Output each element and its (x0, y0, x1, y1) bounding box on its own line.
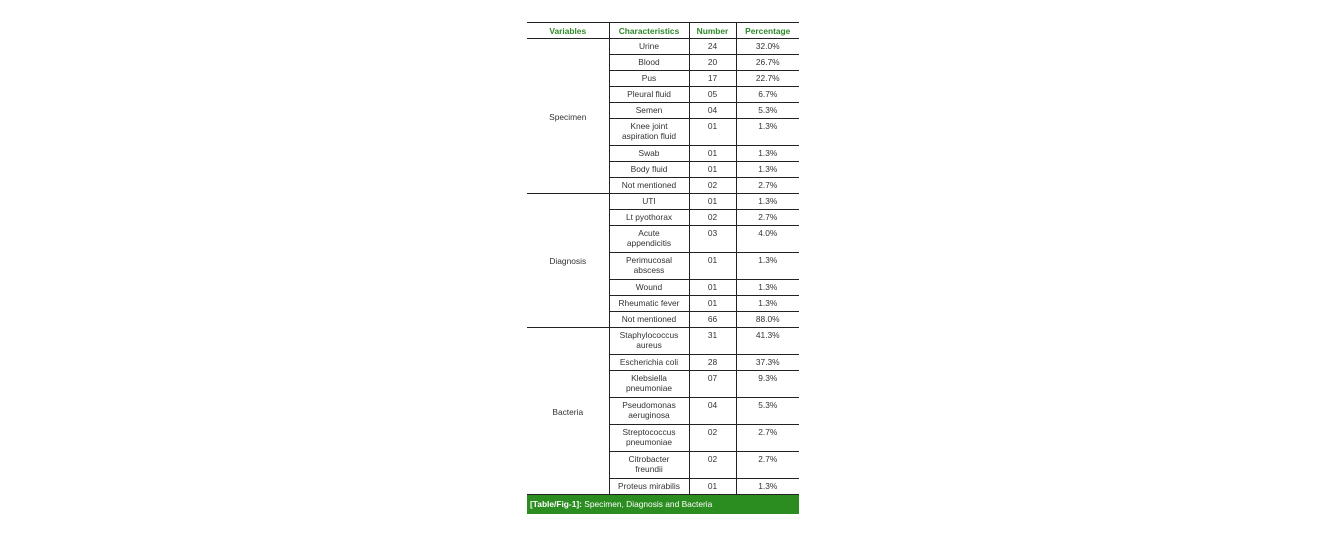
percentage-cell: 1.3% (736, 146, 799, 162)
percentage-cell: 9.3% (736, 371, 799, 398)
caption-label: [Table/Fig-1]: (530, 499, 582, 509)
percentage-cell: 1.3% (736, 194, 799, 210)
number-cell: 01 (689, 253, 736, 280)
characteristic-cell: Citrobacter freundii (609, 452, 689, 479)
header-characteristics: Characteristics (609, 23, 689, 39)
header-row (527, 23, 799, 39)
percentage-cell: 2.7% (736, 452, 799, 479)
characteristic-cell: Rheumatic fever (609, 296, 689, 312)
number-cell: 02 (689, 425, 736, 452)
characteristic-cell: Proteus mirabilis (609, 479, 689, 495)
percentage-cell: 2.7% (736, 425, 799, 452)
percentage-cell: 1.3% (736, 162, 799, 178)
characteristic-cell: UTI (609, 194, 689, 210)
percentage-cell: 1.3% (736, 253, 799, 280)
header-variables: Variables (527, 23, 609, 39)
table-caption (527, 495, 799, 514)
characteristic-cell: Not mentioned (609, 312, 689, 328)
percentage-cell: 6.7% (736, 87, 799, 103)
table-row (527, 328, 799, 355)
variable-cell: Diagnosis (527, 194, 609, 328)
number-cell: 24 (689, 39, 736, 55)
characteristic-cell: Pseudomonas aeruginosa (609, 398, 689, 425)
table-figure (527, 22, 799, 514)
number-cell: 01 (689, 119, 736, 146)
table-body (527, 39, 799, 495)
characteristic-cell: Urine (609, 39, 689, 55)
number-cell: 02 (689, 210, 736, 226)
characteristic-cell: Wound (609, 280, 689, 296)
number-cell: 28 (689, 355, 736, 371)
number-cell: 31 (689, 328, 736, 355)
characteristic-cell: Not mentioned (609, 178, 689, 194)
number-cell: 01 (689, 280, 736, 296)
number-cell: 17 (689, 71, 736, 87)
header-number: Number (689, 23, 736, 39)
characteristic-cell: Pleural fluid (609, 87, 689, 103)
percentage-cell: 1.3% (736, 479, 799, 495)
characteristic-cell: Staphylococcus aureus (609, 328, 689, 355)
characteristic-cell: Escherichia coli (609, 355, 689, 371)
percentage-cell: 4.0% (736, 226, 799, 253)
percentage-cell: 2.7% (736, 210, 799, 226)
percentage-cell: 5.3% (736, 398, 799, 425)
percentage-cell: 22.7% (736, 71, 799, 87)
percentage-cell: 5.3% (736, 103, 799, 119)
percentage-cell: 32.0% (736, 39, 799, 55)
number-cell: 01 (689, 162, 736, 178)
table-row (527, 194, 799, 210)
variable-cell: Bacteria (527, 328, 609, 495)
number-cell: 01 (689, 194, 736, 210)
header-percentage: Percentage (736, 23, 799, 39)
percentage-cell: 1.3% (736, 296, 799, 312)
percentage-cell: 1.3% (736, 119, 799, 146)
characteristic-cell: Swab (609, 146, 689, 162)
percentage-cell: 41.3% (736, 328, 799, 355)
characteristic-cell: Lt pyothorax (609, 210, 689, 226)
characteristic-cell: Body fluid (609, 162, 689, 178)
characteristic-cell: Streptococcus pneumoniae (609, 425, 689, 452)
number-cell: 01 (689, 296, 736, 312)
number-cell: 66 (689, 312, 736, 328)
number-cell: 01 (689, 479, 736, 495)
percentage-cell: 1.3% (736, 280, 799, 296)
percentage-cell: 88.0% (736, 312, 799, 328)
number-cell: 07 (689, 371, 736, 398)
number-cell: 05 (689, 87, 736, 103)
number-cell: 20 (689, 55, 736, 71)
variable-cell: Specimen (527, 39, 609, 194)
number-cell: 02 (689, 178, 736, 194)
characteristic-cell: Blood (609, 55, 689, 71)
characteristic-cell: Knee joint aspiration fluid (609, 119, 689, 146)
table-row (527, 39, 799, 55)
characteristic-cell: Perimucosal abscess (609, 253, 689, 280)
characteristic-cell: Semen (609, 103, 689, 119)
number-cell: 04 (689, 398, 736, 425)
characteristic-cell: Klebsiella pneumoniae (609, 371, 689, 398)
data-table (527, 22, 799, 495)
number-cell: 03 (689, 226, 736, 253)
number-cell: 01 (689, 146, 736, 162)
percentage-cell: 26.7% (736, 55, 799, 71)
caption-text: Specimen, Diagnosis and Bacteria (581, 499, 713, 509)
percentage-cell: 37.3% (736, 355, 799, 371)
percentage-cell: 2.7% (736, 178, 799, 194)
characteristic-cell: Pus (609, 71, 689, 87)
number-cell: 04 (689, 103, 736, 119)
characteristic-cell: Acute appendicitis (609, 226, 689, 253)
number-cell: 02 (689, 452, 736, 479)
